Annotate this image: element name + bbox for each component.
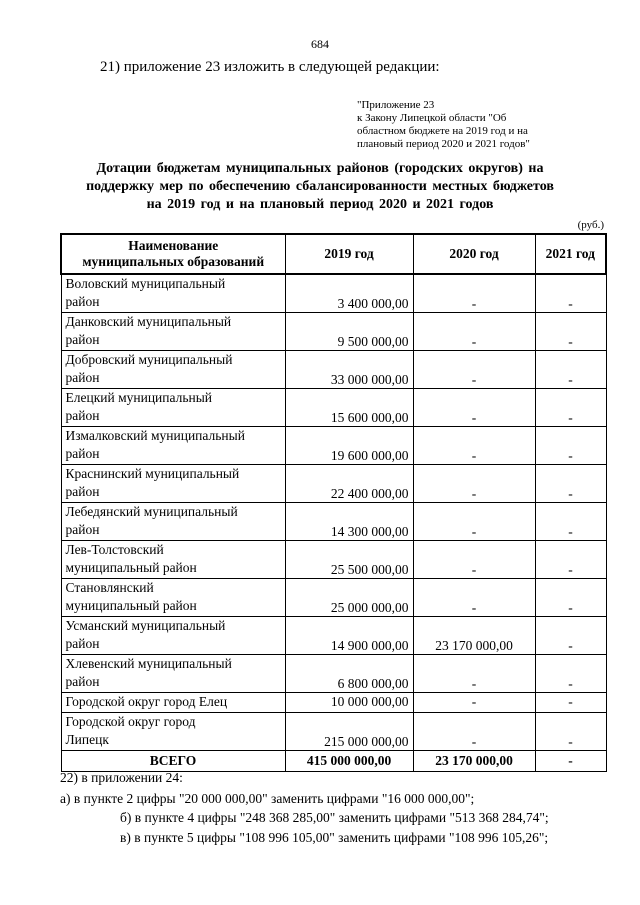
municipality-name-line: район <box>65 483 100 499</box>
municipality-name <box>61 274 285 312</box>
annex-line: областном бюджете на 2019 год и на <box>357 125 528 137</box>
header-name-line: муниципальных образований <box>82 254 265 269</box>
municipality-name-line: Добровский муниципальный <box>65 351 233 367</box>
value-2019: 9 500 000,00 <box>285 312 413 350</box>
municipality-name-line: Лев-Толстовский <box>65 541 164 557</box>
municipality-name-line: Городской округ город Елец <box>65 694 228 709</box>
value-2019: 25 500 000,00 <box>285 540 413 578</box>
municipality-name-line: Елецкий муниципальный <box>65 389 213 405</box>
value-2019: 14 300 000,00 <box>285 502 413 540</box>
value-2019: 3 400 000,00 <box>285 274 413 312</box>
annex-line: плановый период 2020 и 2021 годов" <box>357 138 530 150</box>
municipality-name <box>61 388 285 426</box>
municipality-name-line: район <box>65 445 100 461</box>
municipality-name-line: Хлевенский муниципальный <box>65 655 232 671</box>
value-2019: 33 000 000,00 <box>285 350 413 388</box>
value-2020: - <box>413 464 535 502</box>
value-2019: 25 000 000,00 <box>285 578 413 616</box>
municipality-name <box>61 616 285 654</box>
municipality-name <box>61 312 285 350</box>
value-2021: - <box>535 616 606 654</box>
municipality-name <box>61 426 285 464</box>
title-line: на 2019 год и на плановый период 2020 и 2021 годов <box>146 197 494 212</box>
municipality-name-line: Данковский муниципальный <box>65 313 232 329</box>
municipality-name-line: район <box>65 294 100 309</box>
municipality-name-line: Городской округ город <box>65 713 196 729</box>
table-row <box>61 712 606 750</box>
value-2020: - <box>413 426 535 464</box>
municipality-name-line: район <box>65 635 100 651</box>
currency-unit: (руб.) <box>577 219 604 231</box>
title-line: поддержку мер по обеспечению сбалансированности местных бюджетов <box>86 179 554 194</box>
value-2019: 215 000 000,00 <box>285 712 413 750</box>
municipality-name <box>61 502 285 540</box>
value-2019: 10 000 000,00 <box>285 692 413 712</box>
value-2020: - <box>413 692 535 712</box>
value-2020: 23 170 000,00 <box>413 616 535 654</box>
intro-line: 21) приложение 23 изложить в следующей редакции: <box>100 59 440 75</box>
header-name-line: Наименование <box>128 238 219 253</box>
amendment-line: б) в пункте 4 цифры "248 368 285,00" заменить цифрами "513 368 284,74"; <box>120 810 549 825</box>
table-row <box>61 426 606 464</box>
annex-reference <box>357 99 530 151</box>
table-row <box>61 312 606 350</box>
total-2019: 415 000 000,00 <box>285 750 413 771</box>
municipality-name-line: Лебедянский муниципальный <box>65 503 238 519</box>
table-row <box>61 388 606 426</box>
amendment-line: в) в пункте 5 цифры "108 996 105,00" заменить цифрами "108 996 105,26"; <box>120 830 549 845</box>
value-2020: - <box>413 274 535 312</box>
value-2021: - <box>535 540 606 578</box>
page-number: 684 <box>311 37 329 51</box>
value-2021: - <box>535 464 606 502</box>
value-2020: - <box>413 654 535 692</box>
value-2021: - <box>535 388 606 426</box>
header-2020: 2020 год <box>413 234 535 274</box>
municipality-name-line: Краснинский муниципальный <box>65 465 240 481</box>
value-2019: 19 600 000,00 <box>285 426 413 464</box>
value-2021: - <box>535 426 606 464</box>
amendment-line: 22) в приложении 24: <box>60 770 183 785</box>
table-header-row <box>61 234 606 274</box>
value-2021: - <box>535 312 606 350</box>
municipality-name-line: Липецк <box>65 731 109 747</box>
annex-line: к Закону Липецкой области "Об <box>357 112 507 124</box>
municipality-name <box>61 654 285 692</box>
municipality-name <box>61 350 285 388</box>
municipality-name-line: район <box>65 407 100 423</box>
value-2021: - <box>535 578 606 616</box>
municipality-name <box>61 712 285 750</box>
value-2020: - <box>413 578 535 616</box>
value-2019: 6 800 000,00 <box>285 654 413 692</box>
subsidy-table <box>60 233 607 772</box>
table-row <box>61 464 606 502</box>
value-2020: - <box>413 540 535 578</box>
table-row <box>61 274 606 312</box>
table-row <box>61 616 606 654</box>
total-2020: 23 170 000,00 <box>413 750 535 771</box>
value-2021: - <box>535 692 606 712</box>
municipality-name <box>61 464 285 502</box>
value-2020: - <box>413 312 535 350</box>
table-row <box>61 540 606 578</box>
municipality-name-line: Воловский муниципальный <box>65 276 226 291</box>
annex-line: "Приложение 23 <box>357 99 435 111</box>
amendment-line: а) в пункте 2 цифры "20 000 000,00" заменить цифрами "16 000 000,00"; <box>60 791 475 806</box>
value-2021: - <box>535 654 606 692</box>
value-2020: - <box>413 388 535 426</box>
table-row <box>61 502 606 540</box>
table-row <box>61 692 606 712</box>
table-row <box>61 350 606 388</box>
value-2019: 15 600 000,00 <box>285 388 413 426</box>
municipality-name-line: район <box>65 369 100 385</box>
value-2021: - <box>535 274 606 312</box>
total-2021: - <box>535 750 606 771</box>
table-title <box>40 160 600 214</box>
municipality-name-line: район <box>65 521 100 537</box>
value-2021: - <box>535 712 606 750</box>
municipality-name <box>61 692 285 712</box>
header-2021: 2021 год <box>535 234 606 274</box>
value-2019: 22 400 000,00 <box>285 464 413 502</box>
municipality-name <box>61 540 285 578</box>
municipality-name-line: муниципальный район <box>65 559 197 575</box>
value-2020: - <box>413 502 535 540</box>
title-line: Дотации бюджетам муниципальных районов (городских округов) на <box>96 161 544 176</box>
table-row <box>61 578 606 616</box>
municipality-name-line: Усманский муниципальный <box>65 617 226 633</box>
value-2020: - <box>413 350 535 388</box>
municipality-name-line: муниципальный район <box>65 597 197 613</box>
municipality-name-line: Измалковский муниципальный <box>65 427 245 443</box>
municipality-name-line: район <box>65 673 100 689</box>
header-name <box>61 234 285 274</box>
value-2019: 14 900 000,00 <box>285 616 413 654</box>
municipality-name-line: район <box>65 331 100 347</box>
value-2021: - <box>535 350 606 388</box>
value-2021: - <box>535 502 606 540</box>
total-row <box>61 750 606 771</box>
municipality-name-line: Становлянский <box>65 579 154 595</box>
value-2020: - <box>413 712 535 750</box>
municipality-name <box>61 578 285 616</box>
total-label: ВСЕГО <box>61 750 285 771</box>
header-2019: 2019 год <box>285 234 413 274</box>
table-row <box>61 654 606 692</box>
